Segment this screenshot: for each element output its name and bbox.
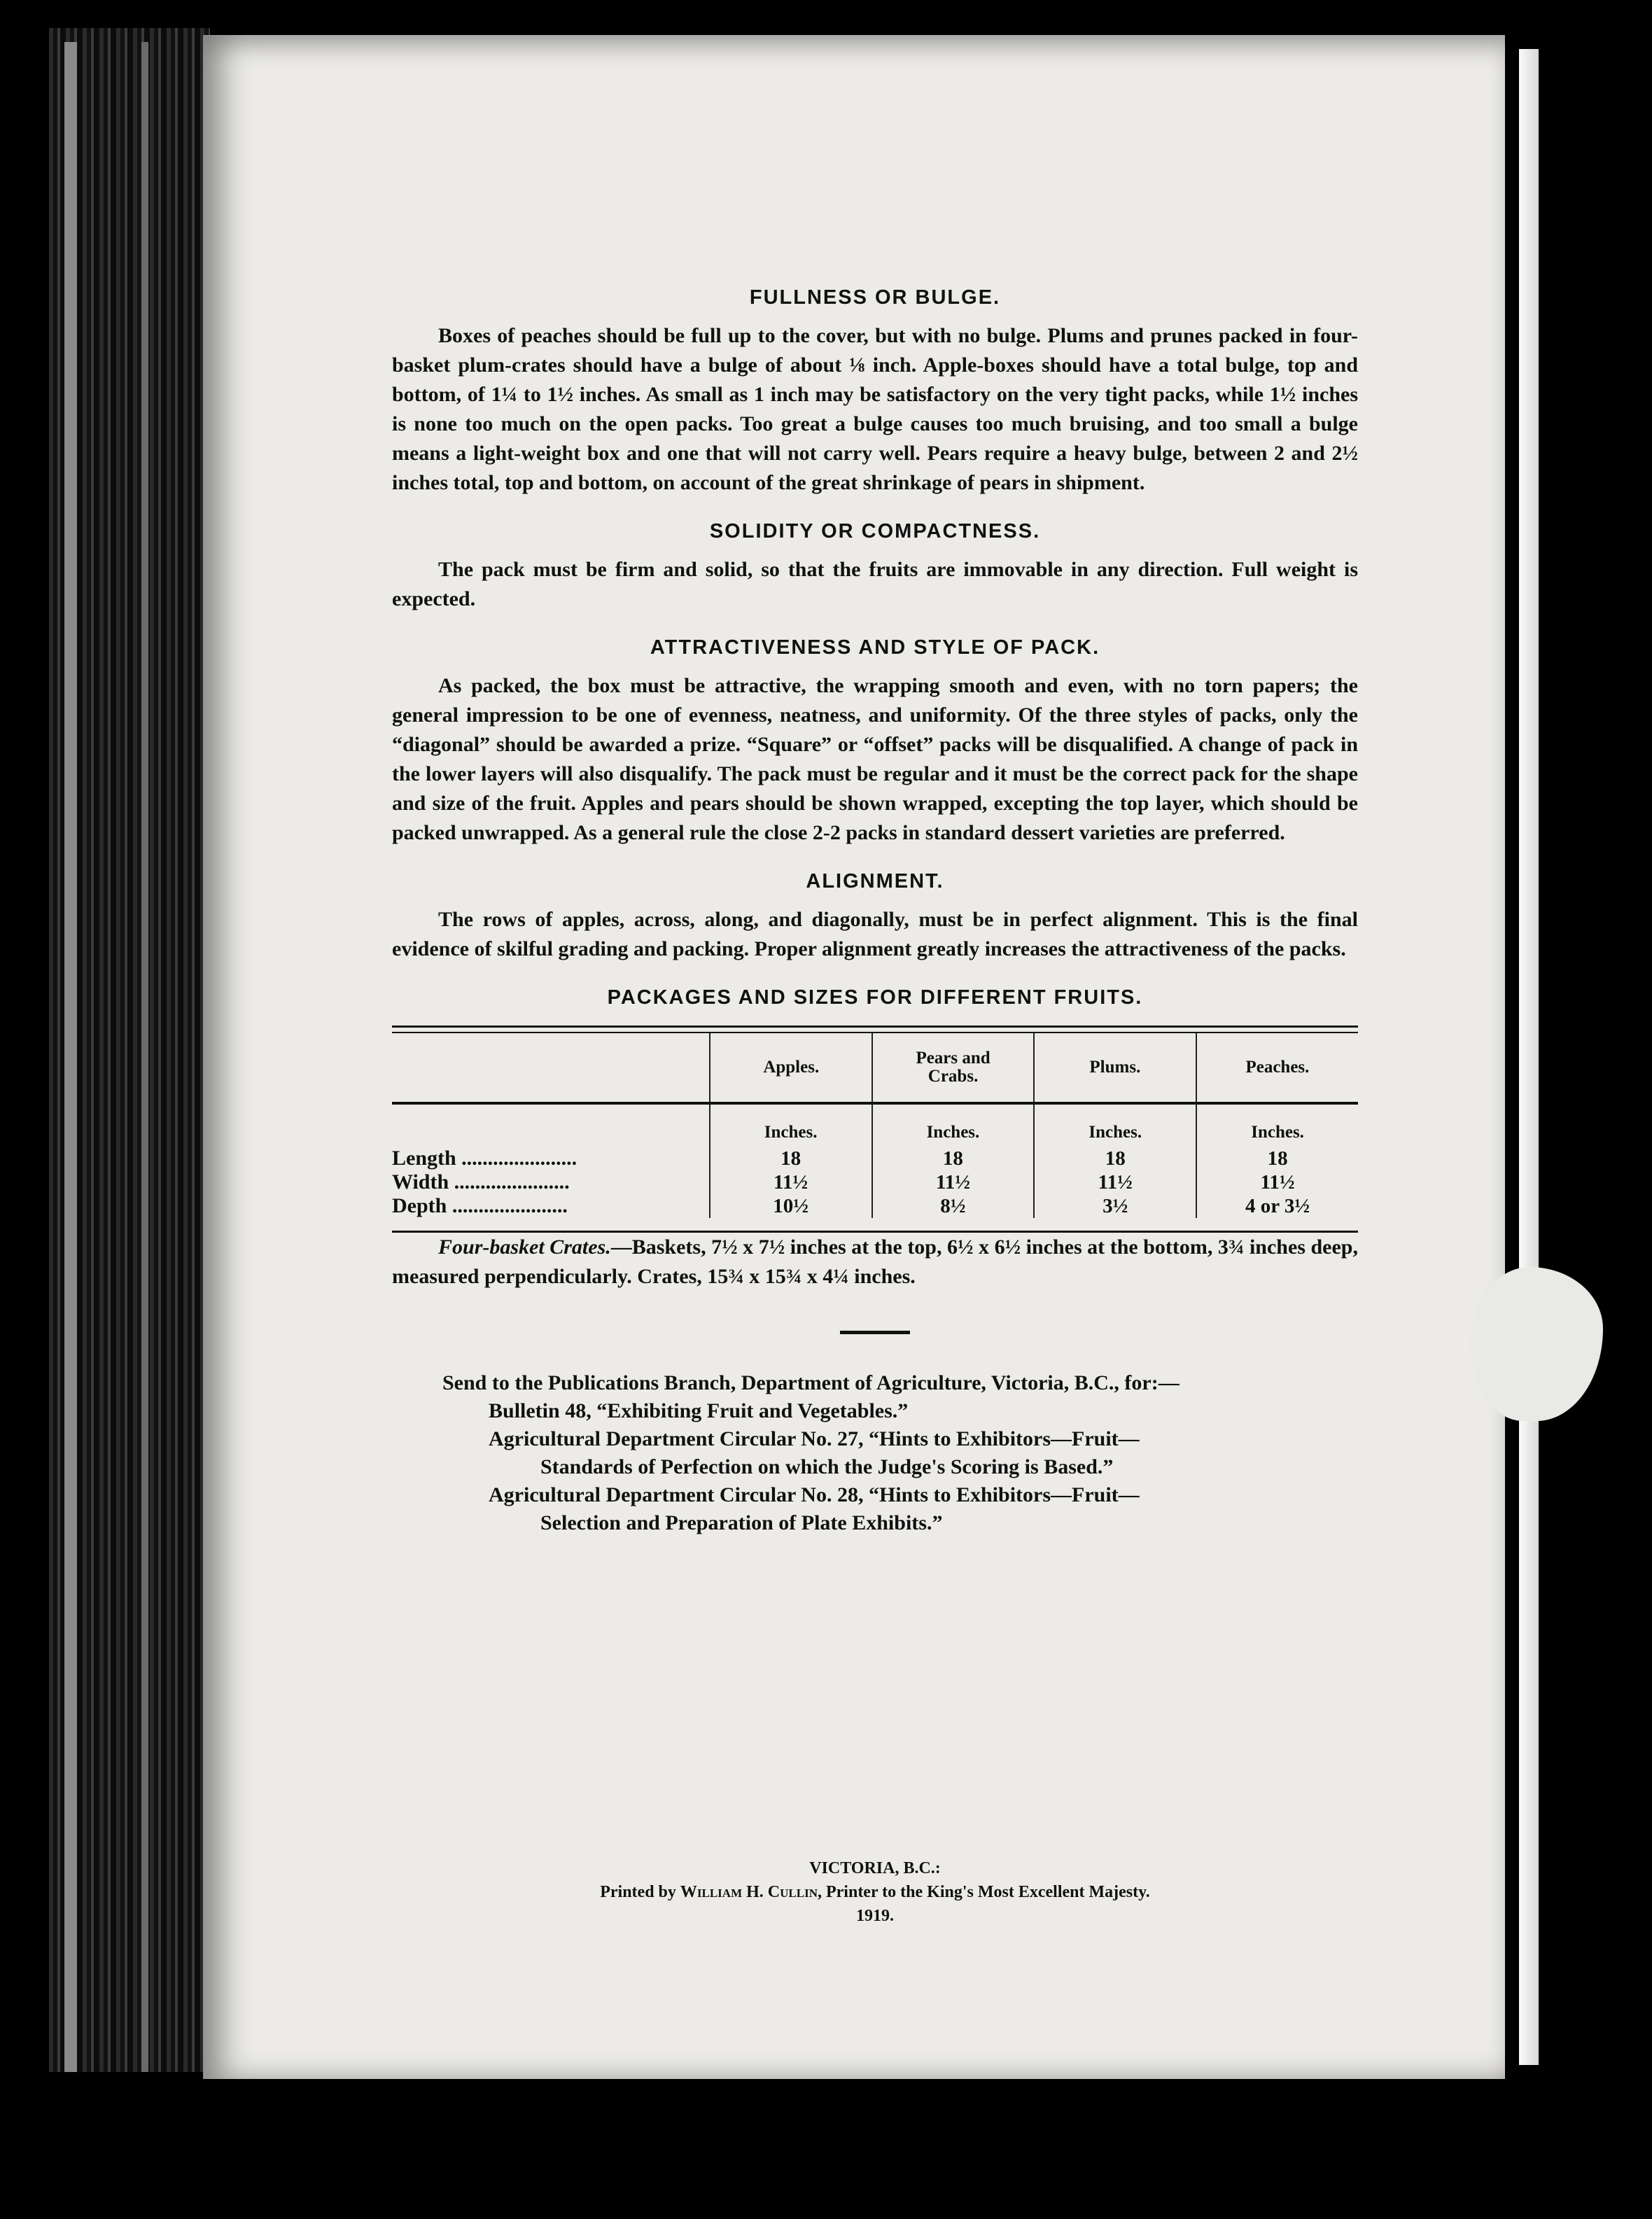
table-cell: 18 [1105,1147,1126,1170]
section-text: The pack must be firm and solid, so that the fruits are immovable in any direction. Full weight is expected. [392,558,1358,610]
table-cell: 10½ [773,1195,808,1217]
table-cell: 3½ [1102,1195,1128,1217]
section-heading: FULLNESS OR BULGE. [749,286,1001,309]
table-column [1033,1105,1196,1218]
table-cell: 4 or 3½ [1245,1195,1310,1217]
imprint-printer-role: , Printer to the King's Most Excellent Majesty. [817,1883,1150,1901]
imprint-printed-by: Printed by [600,1883,676,1901]
facing-page-edge [1519,49,1539,2065]
imprint-year: 1919. [856,1907,894,1925]
page-content [392,284,1358,1537]
imprint-printer: William H. Cullin [680,1883,818,1901]
row-labels [392,1105,709,1218]
table-cell: 11½ [1098,1171,1133,1194]
section-text: The rows of apples, across, along, and diagonally, must be in perfect alignment. This is the final evidence of skilful grading and packing. Proper alignment greatly increases the attractiveness of the packs. [392,908,1358,960]
column-header: Plums. [1033,1033,1196,1102]
section-text: As packed, the box must be attractive, the wrapping smooth and even, with no torn papers; the general impression to be one of evenness, neatness, and uniformity. Of the three styles of packs, only the “diagonal” should be awarded a prize. “Square” or “offset” packs will be disqualified. A change of pack in the lower layers will also disqualify. The pack must be regular and it must be the correct pack for the shape and size of the fruit. Apples and pears should be shown wrapped, excepting the top layer, which should be packed unwrapped. As a general rule the close 2-2 packs in standard dessert varieties are preferred. [392,674,1358,844]
unit-label: Inches. [1088,1123,1142,1142]
section-heading: ATTRACTIVENESS AND STYLE OF PACK. [650,636,1100,659]
crates-note-label: Four-basket Crates. [438,1236,611,1259]
reference-item: Agricultural Department Circular No. 28, “Hints to Exhibitors—Fruit— [489,1483,1140,1506]
table-heading: PACKAGES AND SIZES FOR DIFFERENT FRUITS. [607,986,1143,1009]
table-column [1196,1105,1358,1218]
reference-item: Selection and Preparation of Plate Exhibits.” [540,1511,943,1534]
unit-label: Inches. [926,1123,980,1142]
imprint-place: VICTORIA, B.C.: [809,1859,941,1877]
separator-rule [840,1331,910,1334]
imprint-line [392,1880,1358,1904]
reference-item: Bulletin 48, “Exhibiting Fruit and Vegetables.” [489,1399,909,1422]
references-intro: Send to the Publications Branch, Department of Agriculture, Victoria, B.C., for:— [442,1371,1180,1394]
table-cell: 11½ [1260,1171,1295,1194]
table-header-row [392,1033,1358,1105]
column-header: Apples. [709,1033,872,1102]
table-cell: 11½ [935,1171,970,1194]
crates-note [392,1233,1358,1292]
table-cell: 11½ [774,1171,808,1194]
table-body [392,1105,1358,1233]
table-cell: 18 [1267,1147,1288,1170]
row-label: Width ...................... [392,1170,570,1194]
page-edge-strip [141,42,148,2072]
row-label: Depth ...................... [392,1194,568,1217]
reference-item: Standards of Perfection on which the Judge's Scoring is Based.” [540,1455,1114,1478]
column-header: Pears and Crabs. [872,1033,1033,1102]
table-column [709,1105,872,1218]
page-edge-strip [64,42,77,2072]
row-label: Length ...................... [392,1147,578,1170]
table-column [872,1105,1034,1218]
column-header: Peaches. [1196,1033,1358,1102]
table-cell: 18 [780,1147,802,1170]
section-heading: SOLIDITY OR COMPACTNESS. [709,520,1041,542]
crates-note-text: —Baskets, 7½ x 7½ inches at the top, 6½ x 6½ inches at the bottom, 3¾ inches deep, measured perpendicularly. Crates, 15¾ x 15¾ x 4¼ inches. [392,1236,1358,1288]
section-heading: ALIGNMENT. [806,870,944,892]
unit-label: Inches. [764,1123,818,1142]
section-text: Boxes of peaches should be full up to the cover, but with no bulge. Plums and prunes packed in four-basket plum-crates should have a bulge of about ⅛ inch. Apple-boxes should have a total bulge, top and bottom, of 1¼ to 1½ inches. As small as 1 inch may be satisfactory on the very tight packs, while 1½ inches is none too much on the open packs. Too great a bulge causes too much bruising, and too small a bulge means a light-weight box and one that will not carry well. Pears require a heavy bulge, between 2 and 2½ inches total, top and bottom, on account of the great shrinkage of pears in shipment. [392,324,1358,494]
unit-label: Inches. [1251,1123,1304,1142]
table-cell: 18 [942,1147,963,1170]
sizes-table [392,1026,1358,1233]
references-list [392,1369,1358,1537]
reference-item: Agricultural Department Circular No. 27, “Hints to Exhibitors—Fruit— [489,1427,1140,1450]
paper-damage-spot [1470,1267,1603,1421]
table-cell: 8½ [940,1195,966,1217]
printer-imprint [392,1856,1358,1928]
